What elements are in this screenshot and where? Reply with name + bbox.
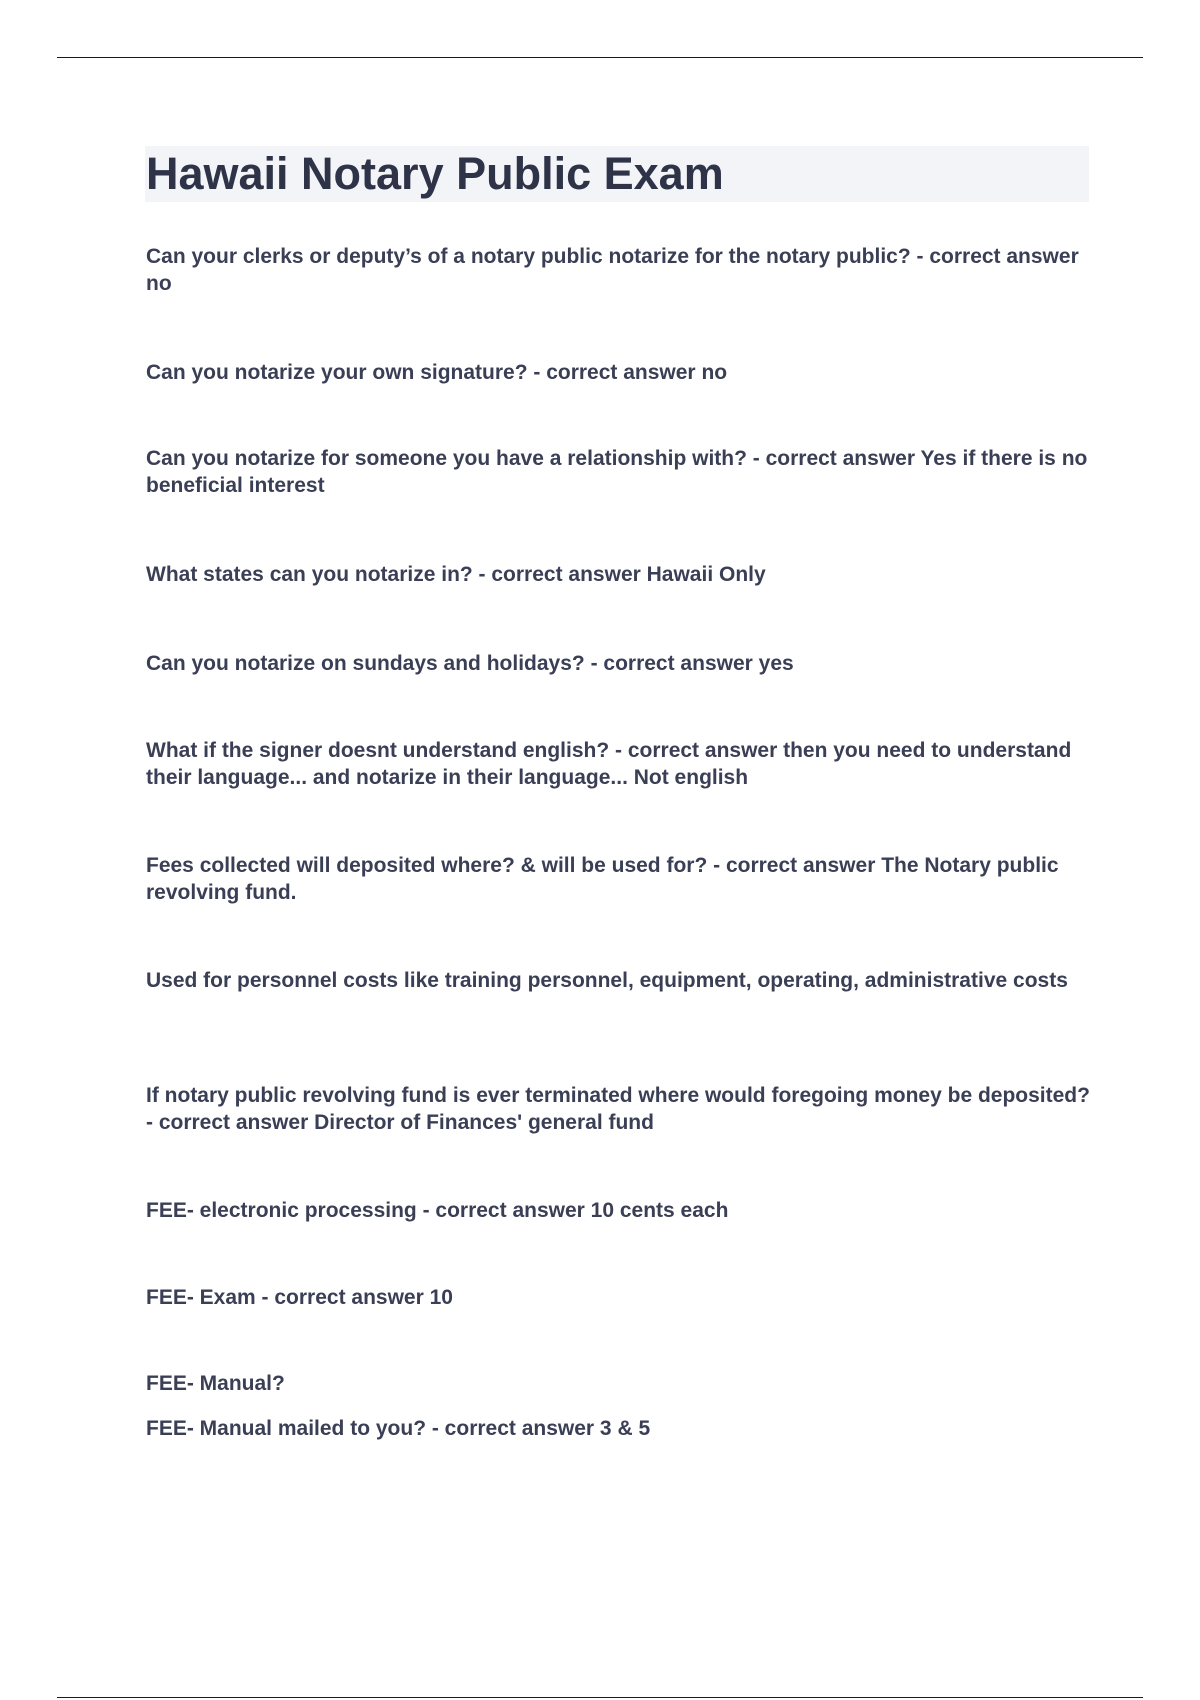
qa-entry-13: FEE- Manual mailed to you? - correct answer 3 & 5 (146, 1417, 651, 1440)
qa-entry-5: Can you notarize on sundays and holidays? - correct answer yes (146, 652, 794, 675)
qa-entry-9: If notary public revolving fund is ever terminated where would foregoing money be deposited? - correct answer Director of Finances' general fund (146, 1084, 1090, 1134)
qa-entry-7: Fees collected will deposited where? & will be used for? - correct answer The Notary public revolving fund. (146, 854, 1059, 904)
page-title: Hawaii Notary Public Exam (146, 148, 724, 199)
qa-entry-8: Used for personnel costs like training personnel, equipment, operating, administrative costs (146, 969, 1068, 992)
qa-entry-6: What if the signer doesnt understand english? - correct answer then you need to understand their language... and notarize in their language... Not english (146, 739, 1072, 789)
bottom-rule (57, 1697, 1143, 1698)
qa-entry-12: FEE- Manual? (146, 1372, 285, 1395)
qa-entry-10: FEE- electronic processing - correct answer 10 cents each (146, 1199, 729, 1222)
qa-entry-2: Can you notarize your own signature? - correct answer no (146, 361, 728, 384)
top-rule (57, 57, 1143, 58)
qa-entry-11: FEE- Exam - correct answer 10 (146, 1286, 453, 1309)
qa-entry-1: Can your clerks or deputy’s of a notary public notarize for the notary public? - correct answer no (146, 245, 1079, 295)
qa-entry-4: What states can you notarize in? - correct answer Hawaii Only (146, 563, 766, 586)
qa-entry-3: Can you notarize for someone you have a relationship with? - correct answer Yes if there is no beneficial interest (146, 447, 1088, 497)
